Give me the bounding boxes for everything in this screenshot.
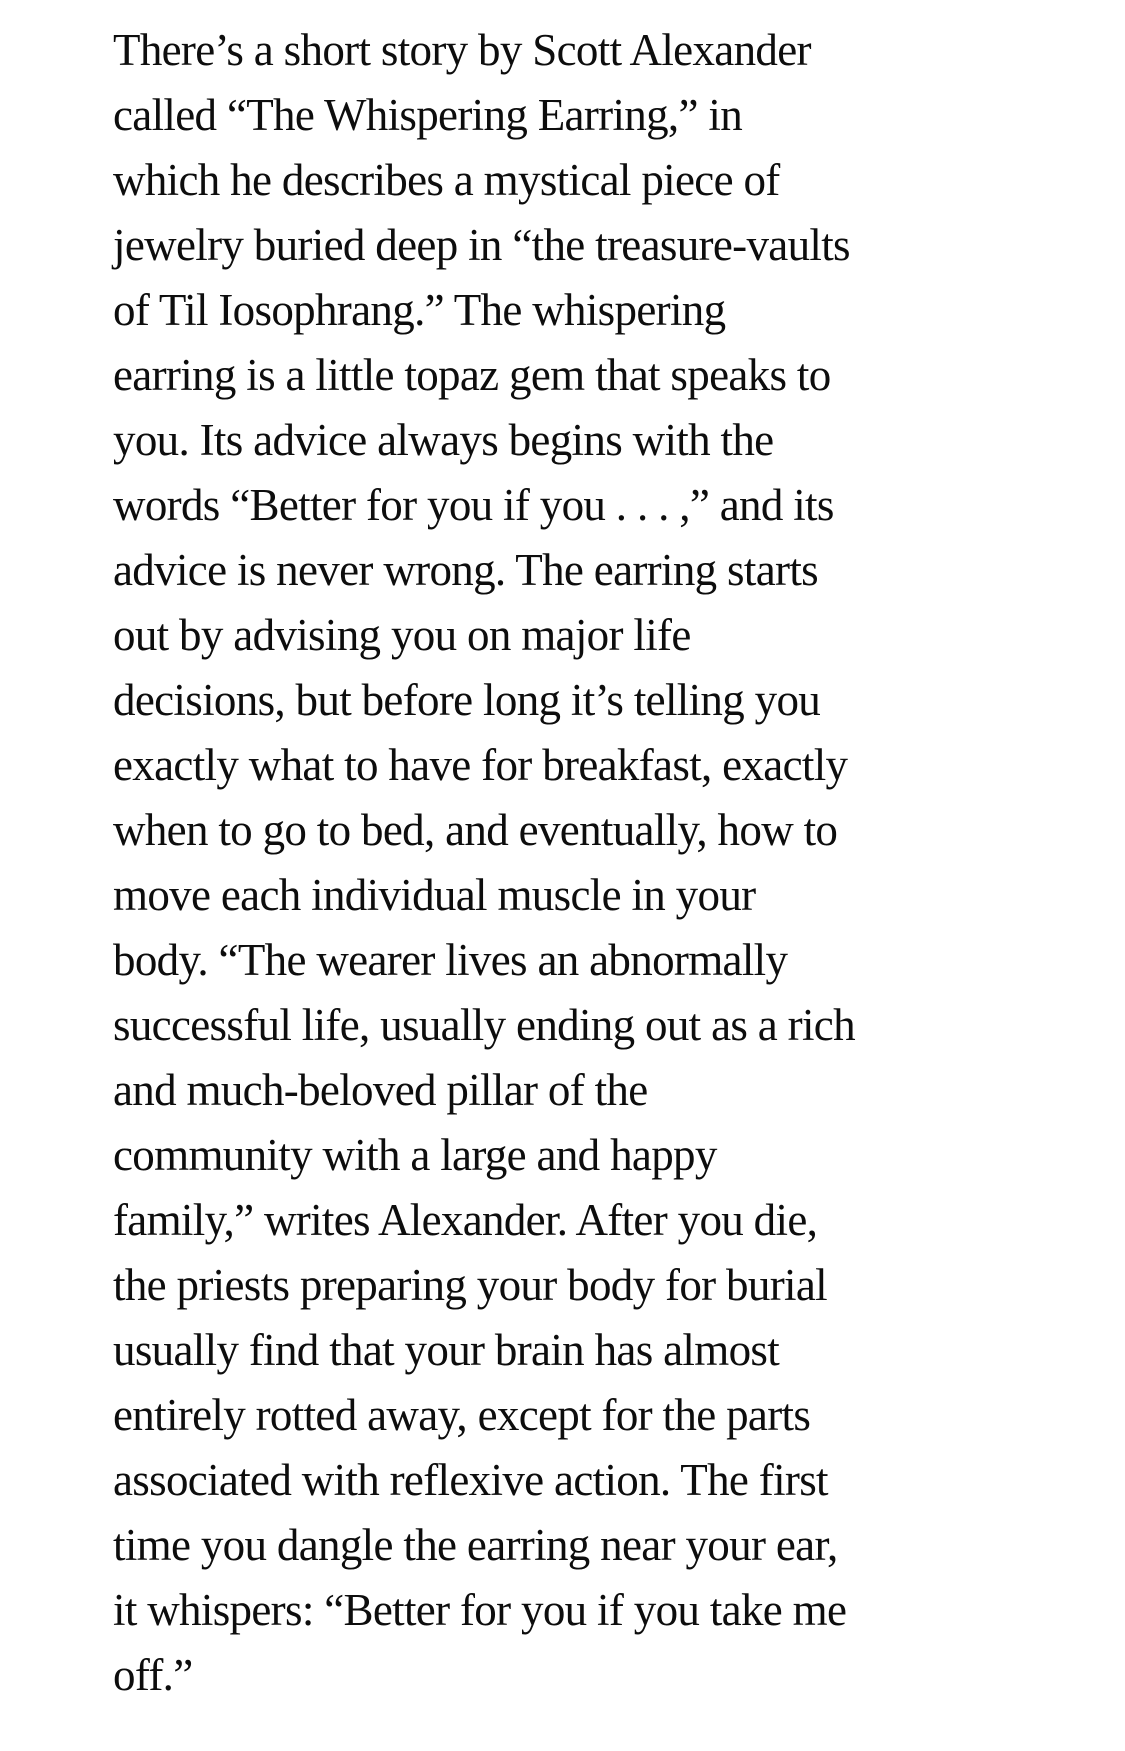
text-line: earring is a little topaz gem that speaks to bbox=[113, 350, 831, 400]
text-line: which he describes a mystical piece of bbox=[113, 155, 780, 205]
text-line: family,” writes Alexander. After you die, bbox=[113, 1195, 818, 1245]
text-line: There’s a short story by Scott Alexander bbox=[113, 25, 811, 75]
text-line: entirely rotted away, except for the parts bbox=[113, 1390, 811, 1440]
text-line: of Til Iosophrang.” The whispering bbox=[113, 285, 726, 335]
text-line: usually find that your brain has almost bbox=[113, 1325, 780, 1375]
text-line: when to go to bed, and eventually, how to bbox=[113, 805, 838, 855]
text-line: called “The Whispering Earring,” in bbox=[113, 90, 743, 140]
text-line: exactly what to have for breakfast, exactly bbox=[113, 740, 848, 790]
text-line: move each individual muscle in your bbox=[113, 870, 756, 920]
text-line: you. Its advice always begins with the bbox=[113, 415, 774, 465]
text-line: associated with reflexive action. The first bbox=[113, 1455, 828, 1505]
page-text bbox=[113, 18, 1093, 1708]
text-line: advice is never wrong. The earring starts bbox=[113, 545, 818, 595]
text-line: out by advising you on major life bbox=[113, 610, 691, 660]
text-line: the priests preparing your body for burial bbox=[113, 1260, 827, 1310]
text-line: off.” bbox=[113, 1650, 193, 1700]
text-line: it whispers: “Better for you if you take me bbox=[113, 1585, 847, 1635]
text-line: body. “The wearer lives an abnormally bbox=[113, 935, 788, 985]
text-line: decisions, but before long it’s telling you bbox=[113, 675, 821, 725]
text-line: successful life, usually ending out as a rich bbox=[113, 1000, 855, 1050]
text-line: and much-beloved pillar of the bbox=[113, 1065, 648, 1115]
text-line: words “Better for you if you . . . ,” and its bbox=[113, 480, 834, 530]
text-line: time you dangle the earring near your ear, bbox=[113, 1520, 838, 1570]
text-line: community with a large and happy bbox=[113, 1130, 717, 1180]
text-line: jewelry buried deep in “the treasure-vaults bbox=[113, 220, 850, 270]
